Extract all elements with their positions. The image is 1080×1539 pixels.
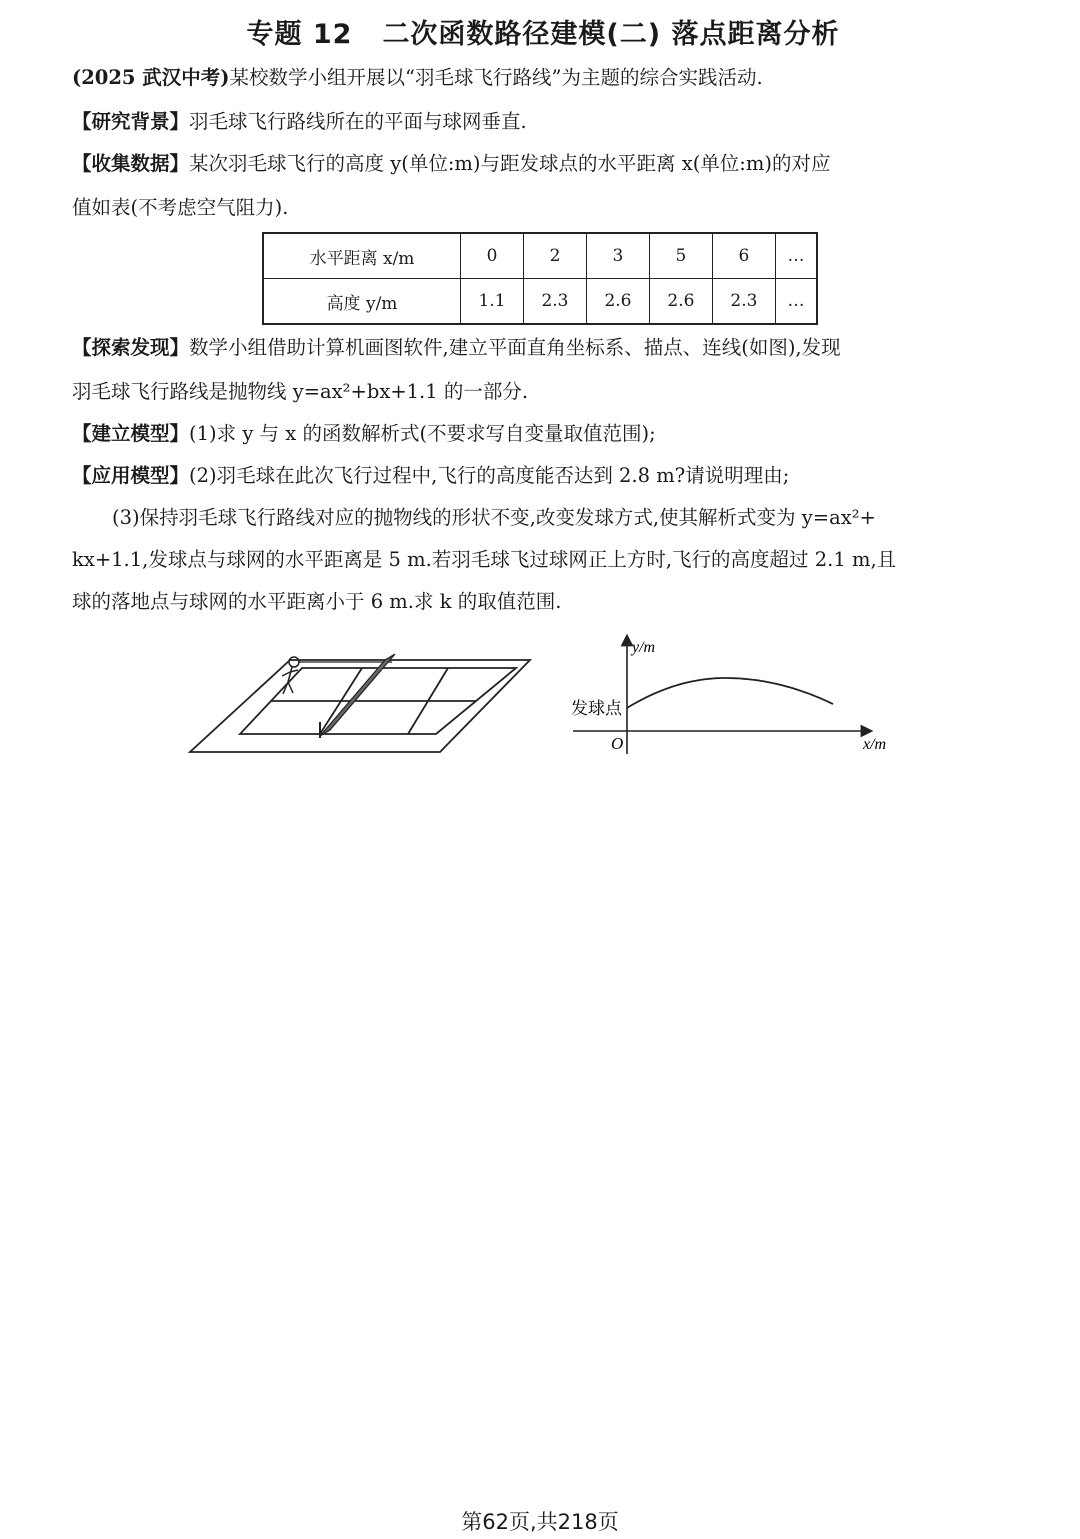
flight-path-curve xyxy=(627,678,833,708)
intro-text: 某校数学小组开展以“羽毛球飞行路线”为主题的综合实践活动. xyxy=(229,66,763,89)
net xyxy=(320,654,395,738)
source-label: (2025 武汉中考) xyxy=(72,66,230,89)
apply-paragraph xyxy=(72,464,1012,488)
question-3-line-1: (3)保持羽毛球飞行路线对应的抛物线的形状不变,改变发球方式,使其解析式变为 y=ax²+ xyxy=(112,506,876,529)
collect-tag: 【收集数据】 xyxy=(72,152,190,175)
topic-title: 二次函数路径建模(二) 落点距离分析 xyxy=(382,19,840,50)
table-cell: 2.6 xyxy=(586,279,649,325)
table-cell: 0 xyxy=(461,233,524,279)
table-cell: 1.1 xyxy=(461,279,524,325)
background-tag: 【研究背景】 xyxy=(72,110,190,133)
table-cell: 2.6 xyxy=(649,279,712,325)
page-footer: 第62页,共218页 xyxy=(461,1510,619,1534)
topic-number: 专题 12 xyxy=(246,19,353,50)
table-cell: 6 xyxy=(712,233,775,279)
model-paragraph xyxy=(72,422,1012,446)
table-header-y: 高度 y/m xyxy=(263,279,461,325)
serve-point-label: 发球点 xyxy=(571,699,622,719)
explore-line-2: 羽毛球飞行路线是抛物线 y=ax²+bx+1.1 的一部分. xyxy=(72,380,529,403)
table-cell: 3 xyxy=(586,233,649,279)
question-3-line-3: 球的落地点与球网的水平距离小于 6 m.求 k 的取值范围. xyxy=(72,590,562,613)
table-row xyxy=(263,233,817,279)
player-icon xyxy=(282,657,299,694)
y-axis-label: y/m xyxy=(632,639,656,656)
table-cell: 2.3 xyxy=(523,279,586,325)
badminton-court-illustration xyxy=(180,640,540,760)
collect-line-1 xyxy=(72,152,1012,176)
collect-text-1: 某次羽毛球飞行的高度 y(单位:m)与距发球点的水平距离 x(单位:m)的对应 xyxy=(189,152,831,175)
court-outer-border xyxy=(190,660,530,752)
apply-tag: 【应用模型】 xyxy=(72,464,190,487)
question-3-line-2: kx+1.1,发球点与球网的水平距离是 5 m.若羽毛球飞过球网正上方时,飞行的高度超过 2.1 m,且 xyxy=(72,548,897,571)
explore-text-1: 数学小组借助计算机画图软件,建立平面直角坐标系、描点、连线(如图),发现 xyxy=(189,336,841,359)
table-cell: 5 xyxy=(649,233,712,279)
flight-path-graph xyxy=(565,632,905,762)
collect-line-2: 值如表(不考虑空气阻力). xyxy=(72,196,289,219)
data-table xyxy=(262,232,818,325)
origin-label: O xyxy=(611,734,624,753)
background-text: 羽毛球飞行路线所在的平面与球网垂直. xyxy=(189,110,527,133)
table-cell: 2 xyxy=(523,233,586,279)
table-cell: … xyxy=(775,279,817,325)
net-mesh xyxy=(320,654,395,736)
table-cell: … xyxy=(775,233,817,279)
model-tag: 【建立模型】 xyxy=(72,422,190,445)
background-paragraph xyxy=(72,110,1012,134)
table-header-x: 水平距离 x/m xyxy=(263,233,461,279)
x-axis-label: x/m xyxy=(863,736,887,753)
model-text: (1)求 y 与 x 的函数解析式(不要求写自变量取值范围); xyxy=(189,422,656,445)
explore-line-1 xyxy=(72,336,1012,360)
table-cell: 2.3 xyxy=(712,279,775,325)
table-row xyxy=(263,279,817,325)
apply-text: (2)羽毛球在此次飞行过程中,飞行的高度能否达到 2.8 m?请说明理由; xyxy=(189,464,790,487)
explore-tag: 【探索发现】 xyxy=(72,336,190,359)
page-title xyxy=(0,12,1080,51)
intro-paragraph xyxy=(72,66,1012,90)
